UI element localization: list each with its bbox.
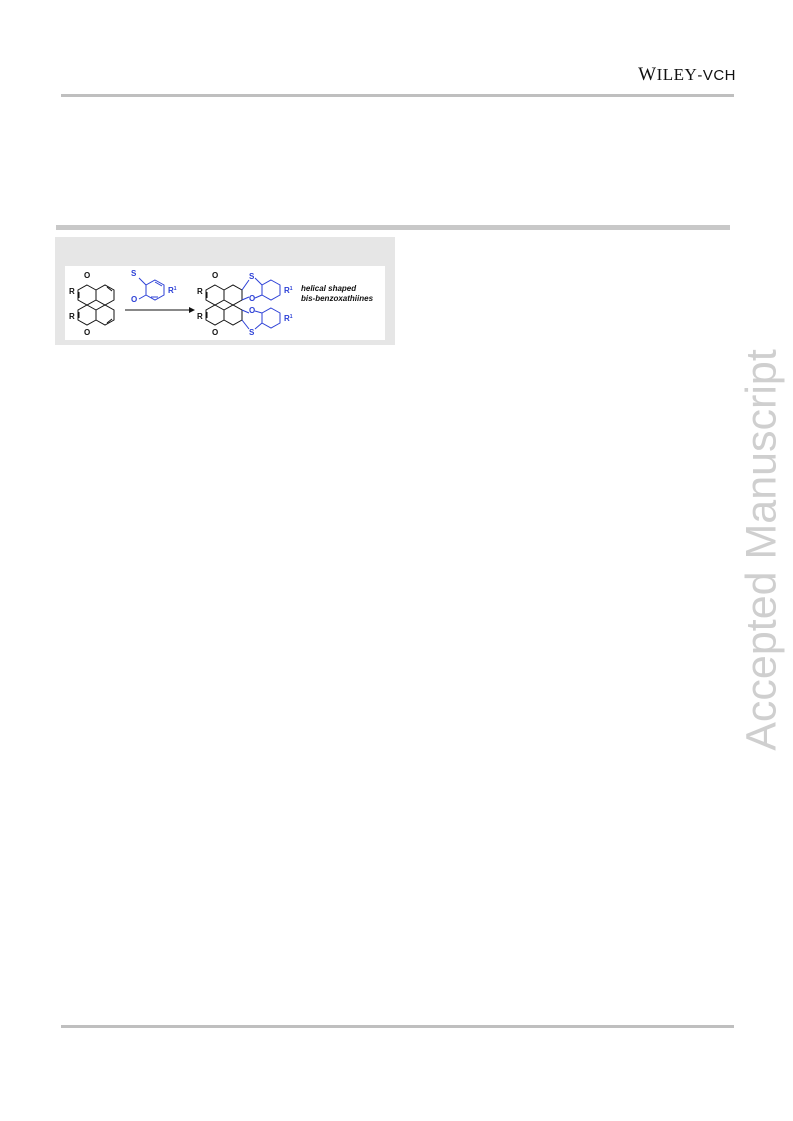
publisher-logo xyxy=(638,64,736,86)
oxygen-top: O xyxy=(84,271,91,280)
reaction-arrowhead xyxy=(189,307,195,313)
publisher-suffix: -VCH xyxy=(697,67,736,84)
product-oxygen-top: O xyxy=(212,271,219,280)
section-rule xyxy=(56,225,730,230)
reagent-oxygen: O xyxy=(131,295,138,304)
footer-rule xyxy=(61,1025,734,1028)
caption-line-2: bis-benzoxathiines xyxy=(301,294,374,303)
header-rule xyxy=(61,94,734,97)
reaction-scheme xyxy=(65,266,385,340)
accepted-manuscript-watermark: Accepted Manuscript xyxy=(737,349,786,751)
product-r-bottom: R xyxy=(197,312,203,321)
product-aryl-rings xyxy=(242,278,280,329)
oxygen-bottom: O xyxy=(84,328,91,337)
product-structure xyxy=(206,285,242,325)
product-oxygen-aryl-bottom: O xyxy=(249,306,256,315)
publisher-name: ILEY xyxy=(656,65,698,84)
substituent-r-top: R xyxy=(69,287,75,296)
product-oxygen-bottom: O xyxy=(212,328,219,337)
product-sulfur-top: S xyxy=(249,272,255,281)
reagent-r1: $R^1$ xyxy=(168,286,177,295)
reagent-structure xyxy=(139,278,164,300)
substituent-r-bottom: R xyxy=(69,312,75,321)
caption-line-1: helical shaped xyxy=(301,284,357,293)
publisher-first-letter: W xyxy=(638,64,657,85)
product-r1-top: $R^1$ xyxy=(284,286,293,295)
starting-material-structure xyxy=(78,285,114,325)
product-r1-bottom: $R^1$ xyxy=(284,314,293,323)
reagent-sulfur: S xyxy=(131,269,137,278)
product-sulfur-bottom: S xyxy=(249,328,255,337)
toc-graphic-panel xyxy=(55,237,395,345)
product-r-top: R xyxy=(197,287,203,296)
product-oxygen-aryl-top: O xyxy=(249,294,256,303)
